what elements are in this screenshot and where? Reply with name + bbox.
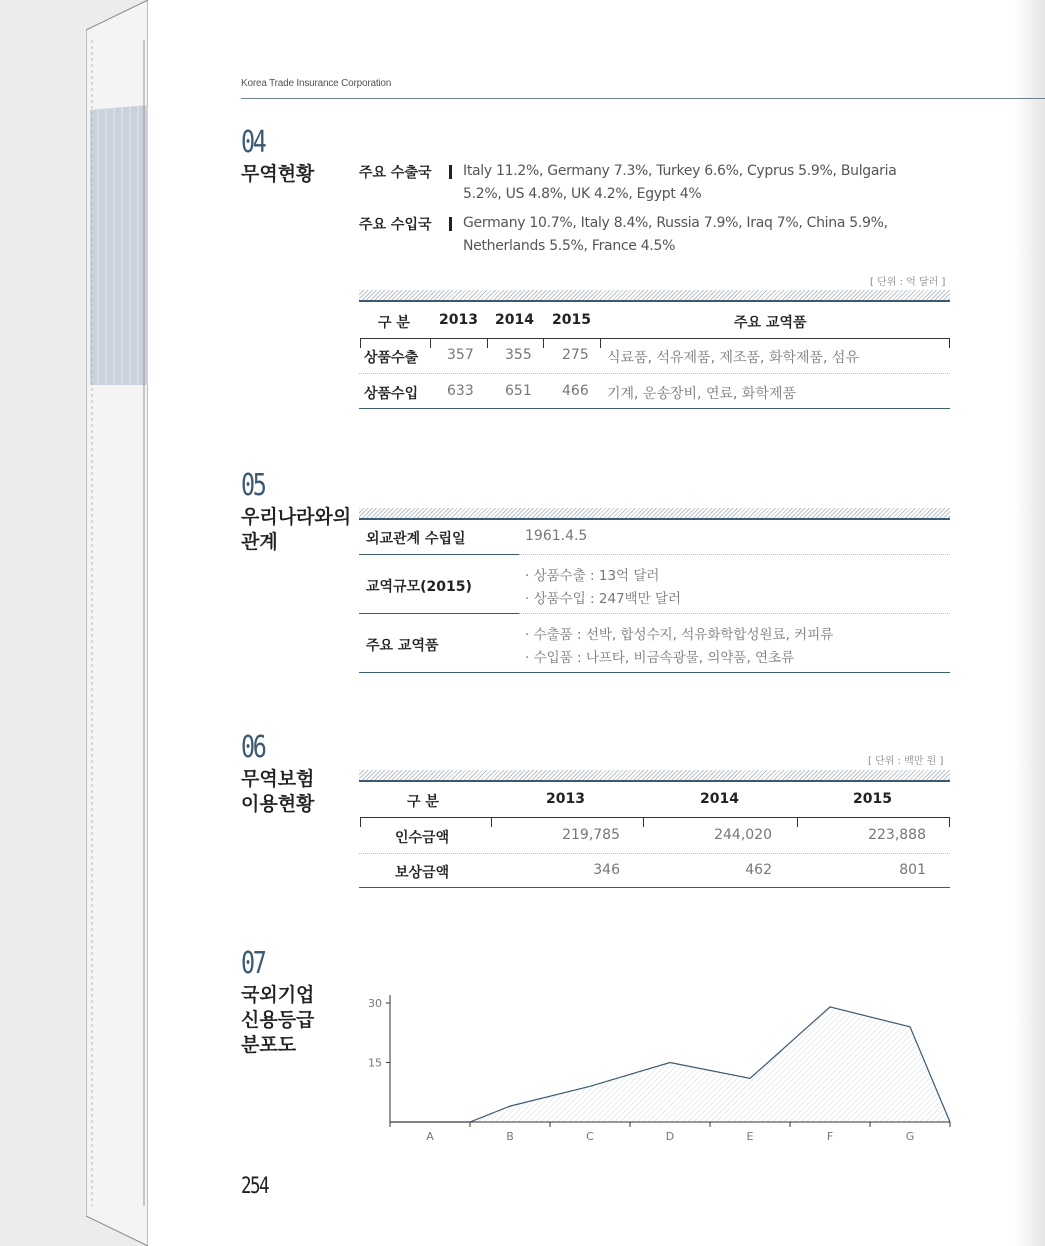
relation-row-divider	[519, 613, 950, 614]
section-07-title-line-3: 분포도	[241, 1034, 297, 1056]
trade-row-label: 상품수입	[364, 386, 419, 402]
chart-x-tick-label: G	[905, 1130, 915, 1143]
chart-y-tick-label: 30	[368, 997, 382, 1010]
relation-table-bottom-rule	[359, 672, 950, 673]
export-line-1: Italy 11.2%, Germany 7.3%, Turkey 6.6%, Cyprus 5.9%, Bulgaria	[463, 163, 897, 179]
section-07-title	[241, 983, 314, 1058]
bracket-tick	[487, 338, 488, 348]
chart-x-tick-label: D	[665, 1130, 675, 1143]
trade-cell-items: 식료품, 석유제품, 제조품, 화학제품, 섬유	[607, 350, 859, 366]
export-line-2: 5.2%, US 4.8%, UK 4.2%, Egypt 4%	[463, 186, 702, 202]
section-05-title	[241, 505, 351, 555]
trade-row-label: 상품수출	[364, 350, 419, 366]
import-line-1: Germany 10.7%, Italy 8.4%, Russia 7.9%, Iraq 7%, China 5.9%,	[463, 215, 888, 231]
insurance-header-2013: 2013	[546, 791, 585, 807]
section-05-title-line-1: 우리나라와의	[241, 506, 352, 528]
trade-header-2014: 2014	[495, 312, 534, 328]
import-line-2: Netherlands 5.5%, France 4.5%	[463, 238, 676, 254]
insurance-table-top-rule	[359, 780, 950, 782]
header-rule	[241, 98, 1045, 99]
chart-area-fill	[390, 1007, 950, 1122]
relation-value-import-items: · 수입품 : 나프타, 비금속광물, 의약품, 연초류	[525, 650, 795, 666]
trade-cell-2015: 466	[562, 383, 589, 399]
trade-cell-2013: 633	[447, 383, 474, 399]
insurance-row-divider	[359, 853, 950, 854]
running-head: Korea Trade Insurance Corporation	[241, 78, 392, 89]
insurance-header-2015: 2015	[853, 791, 892, 807]
trade-table-bottom-rule	[359, 408, 950, 409]
insurance-cell-2015: 223,888	[868, 827, 926, 843]
insurance-table-bottom-rule	[359, 887, 950, 888]
bracket-tick	[949, 817, 950, 827]
relation-table-top-rule	[359, 518, 950, 520]
insurance-unit-note: [ 단위 : 백만 원 ]	[868, 756, 944, 767]
import-countries	[463, 212, 933, 258]
insurance-cell-2014: 244,020	[714, 827, 772, 843]
bracket-tick	[430, 338, 431, 348]
relation-label-diplomatic: 외교관계 수립일	[366, 531, 466, 547]
trade-table-hatch	[359, 290, 950, 300]
section-05-number: 05	[241, 468, 265, 503]
export-bar	[449, 165, 452, 179]
section-06-title	[241, 767, 314, 817]
relation-table-hatch	[359, 508, 950, 518]
relation-label-rule	[359, 554, 519, 555]
relation-value-diplomatic: 1961.4.5	[525, 528, 588, 544]
insurance-header-2014: 2014	[700, 791, 739, 807]
insurance-cell-2014: 462	[745, 862, 772, 878]
chart-y-tick-label: 15	[368, 1056, 382, 1070]
insurance-row-label: 보상금액	[395, 865, 450, 881]
trade-cell-2013: 357	[447, 347, 474, 363]
trade-table-top-rule	[359, 300, 950, 302]
section-07-title-line-1: 국외기업	[241, 984, 315, 1006]
trade-header-items: 주요 교역품	[734, 315, 807, 331]
relation-value-import: · 상품수입 : 247백만 달러	[525, 591, 682, 607]
trade-cell-2015: 275	[562, 347, 589, 363]
trade-header-2013: 2013	[439, 312, 478, 328]
book-spine	[86, 0, 150, 1246]
chart-x-tick-label: C	[586, 1130, 594, 1143]
relation-label-trade-volume: 교역규모(2015)	[366, 579, 472, 595]
export-label: 주요 수출국	[359, 165, 432, 181]
relation-value-export-items: · 수출품 : 선박, 합성수지, 석유화학합성원료, 커피류	[525, 627, 834, 643]
bracket-tick	[949, 338, 950, 348]
bracket-tick	[491, 817, 492, 827]
import-label: 주요 수입국	[359, 217, 432, 233]
insurance-header-category: 구 분	[407, 794, 439, 810]
insurance-header-bracket	[360, 817, 950, 827]
page-number: 254	[241, 1174, 268, 1199]
bracket-tick	[600, 338, 601, 348]
section-06-title-line-2: 이용현황	[241, 793, 315, 815]
insurance-row-label: 인수금액	[395, 830, 450, 846]
insurance-cell-2013: 346	[593, 862, 620, 878]
bracket-tick	[643, 817, 644, 827]
relation-label-trade-items: 주요 교역품	[366, 638, 439, 654]
relation-value-export: · 상품수출 : 13억 달러	[525, 568, 660, 584]
trade-row-divider	[359, 373, 950, 374]
import-bar	[449, 217, 452, 231]
section-04-title: 무역현황	[241, 163, 315, 185]
chart-x-tick-label: A	[426, 1130, 434, 1143]
section-04-number: 04	[241, 125, 265, 160]
section-06-number: 06	[241, 730, 265, 765]
trade-cell-items: 기계, 운송장비, 연료, 화학제품	[607, 386, 796, 402]
page-edge-shadow	[1015, 0, 1045, 1246]
credit-rating-chart	[355, 985, 955, 1150]
section-06-title-line-1: 무역보험	[241, 768, 315, 790]
section-07-number: 07	[241, 946, 265, 981]
trade-header-2015: 2015	[552, 312, 591, 328]
section-07-title-line-2: 신용등급	[241, 1009, 315, 1031]
trade-unit-note: [ 단위 : 억 달러 ]	[870, 277, 946, 288]
section-05-title-line-2: 관계	[241, 531, 278, 553]
insurance-table-hatch	[359, 770, 950, 780]
trade-cell-2014: 651	[505, 383, 532, 399]
bracket-tick	[360, 338, 361, 348]
insurance-cell-2013: 219,785	[562, 827, 620, 843]
relation-row-divider	[519, 554, 950, 555]
bracket-tick	[360, 817, 361, 827]
trade-cell-2014: 355	[505, 347, 532, 363]
trade-header-category: 구 분	[378, 315, 410, 331]
bracket-tick	[797, 817, 798, 827]
relation-label-rule	[359, 613, 519, 614]
chart-x-tick-label: B	[506, 1130, 514, 1143]
insurance-cell-2015: 801	[899, 862, 926, 878]
chart-x-tick-label: E	[746, 1130, 754, 1143]
export-countries	[463, 160, 933, 206]
bracket-tick	[543, 338, 544, 348]
chart-x-tick-label: F	[826, 1130, 834, 1143]
